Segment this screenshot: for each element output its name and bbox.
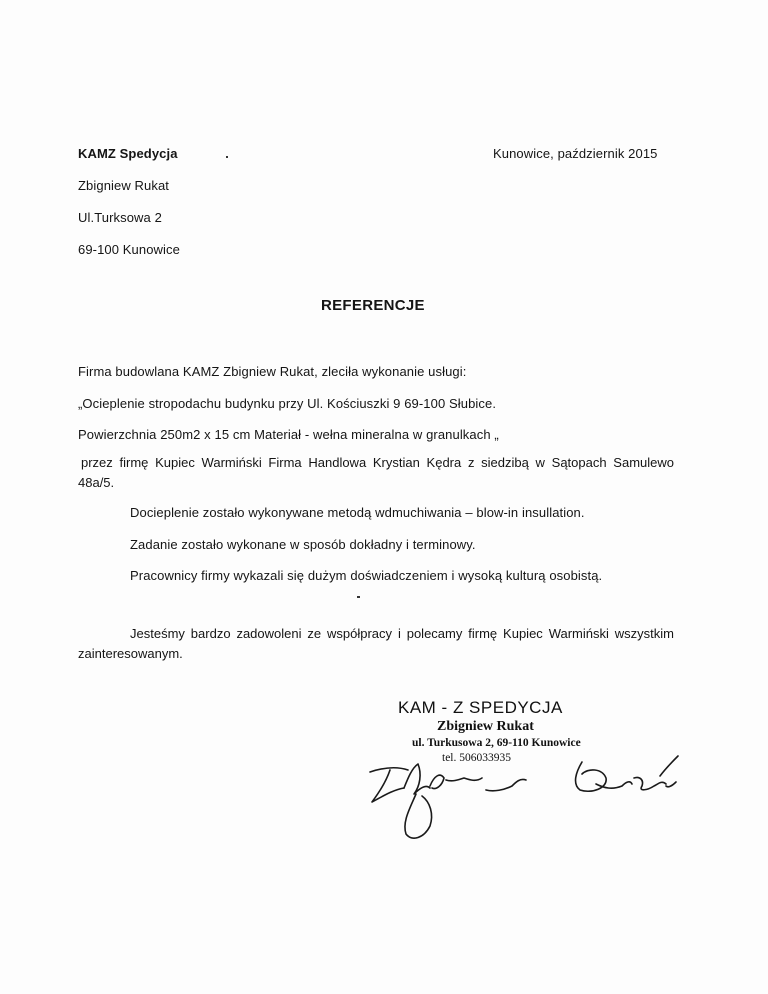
sender-company: KAMZ Spedycja: [78, 146, 178, 161]
service-line-1: „Ocieplenie stropodachu budynku przy Ul. Kościuszki 9 69-100 Słubice.: [78, 396, 497, 411]
point-quality: Zadanie zostało wykonane w sposób dokładny i terminowy.: [130, 537, 476, 552]
contractor-paragraph: przez firmę Kupiec Warmiński Firma Handlowa Krystian Kędra z siedzibą w Sątopach Samulewo 48a/5.: [78, 455, 674, 490]
stamp-address: ul. Turkusowa 2, 69-110 Kunowice: [412, 737, 581, 749]
sender-name: Zbigniew Rukat: [78, 178, 169, 193]
stamp-phone: tel. 506033935: [442, 752, 511, 764]
point-staff: Pracownicy firmy wykazali się dużym doświadczeniem i wysoką kulturą osobistą.: [130, 568, 603, 583]
handwritten-signature: [360, 750, 700, 850]
letter-title: REFERENCJE: [321, 297, 425, 314]
sender-street: Ul.Turksowa 2: [78, 210, 162, 225]
scan-speck: [226, 156, 228, 158]
intro-paragraph: Firma budowlana KAMZ Zbigniew Rukat, zleciła wykonanie usługi:: [78, 364, 467, 379]
stamp-company: KAM - Z SPEDYCJA: [398, 698, 563, 717]
place-date: Kunowice, październik 2015: [493, 146, 658, 161]
stamp-name: Zbigniew Rukat: [437, 719, 534, 734]
point-method: Docieplenie zostało wykonywane metodą wdmuchiwania – blow-in insullation.: [130, 505, 585, 520]
closing-paragraph: Jesteśmy bardzo zadowoleni ze współpracy i polecamy firmę Kupiec Warmiński wszystkim zainteresowanym.: [78, 626, 674, 661]
scan-speck: [357, 596, 360, 598]
service-line-2: Powierzchnia 250m2 x 15 cm Materiał - wełna mineralna w granulkach „: [78, 427, 499, 442]
sender-city: 69-100 Kunowice: [78, 242, 180, 257]
